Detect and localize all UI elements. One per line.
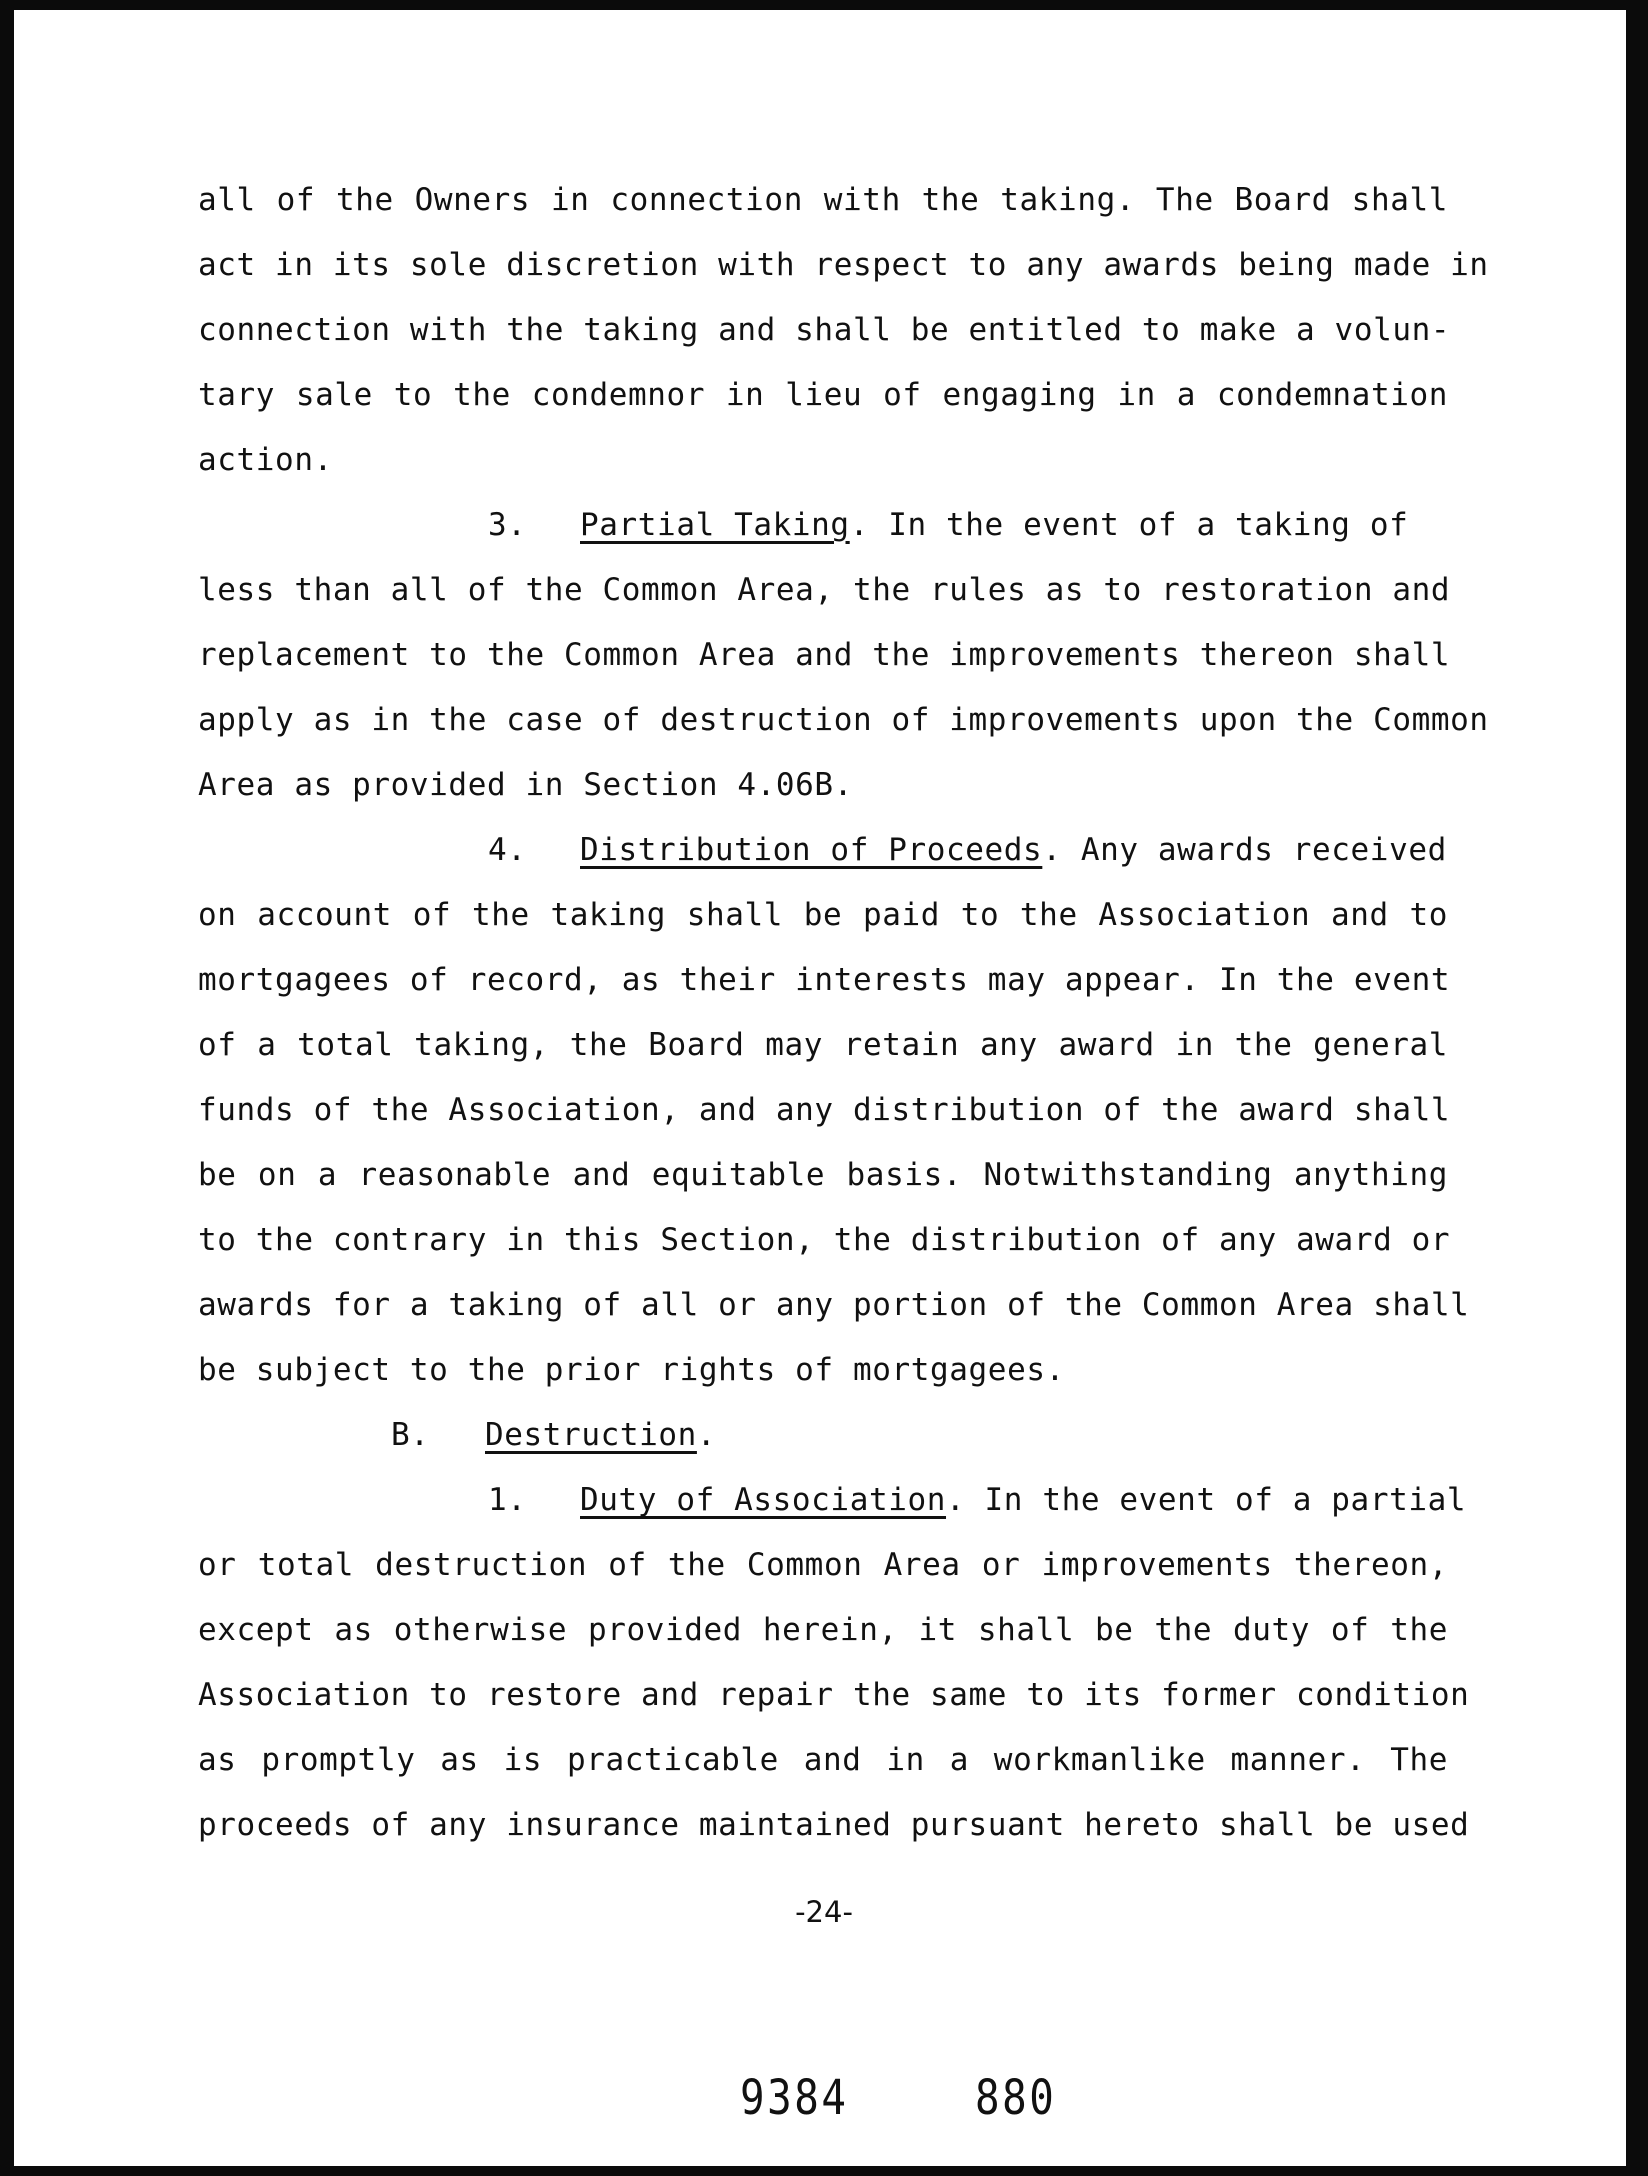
heading-wrap [580, 1468, 1466, 1533]
section-letter: B. [391, 1417, 430, 1453]
section-heading-destruction: Destruction [485, 1417, 697, 1453]
text-line: as promptly as is practicable and in a workmanlike manner. The [198, 1742, 1448, 1778]
heading-wrap [580, 493, 1408, 558]
text-line: Area as provided in Section 4.06B. [198, 767, 853, 803]
text-line: be subject to the prior rights of mortgagees. [198, 1352, 1065, 1388]
text-line: all of the Owners in connection with the taking. The Board shall [198, 182, 1448, 218]
section-heading-partial-taking: Partial Taking [580, 507, 850, 543]
text-line: less than all of the Common Area, the rules as to restoration and [198, 572, 1451, 608]
section-heading-duty-of-association: Duty of Association [580, 1482, 947, 1518]
heading-continuation: . [696, 1417, 717, 1453]
section-number: 4. [488, 832, 527, 868]
text-line: Association to restore and repair the same to its former condition [198, 1677, 1470, 1713]
heading-wrap [485, 1403, 716, 1468]
document-number-left: 9384 [740, 2070, 849, 2126]
text-line: action. [198, 442, 333, 478]
section-4-heading-line [198, 818, 1448, 883]
text-line: be on a reasonable and equitable basis. Notwithstanding anything [198, 1157, 1448, 1193]
heading-continuation: . Any awards received [1042, 832, 1447, 868]
text-line: apply as in the case of destruction of improvements upon the Common [198, 702, 1489, 738]
text-line: act in its sole discretion with respect to any awards being made in [198, 247, 1489, 283]
text-line: to the contrary in this Section, the distribution of any award or [198, 1222, 1451, 1258]
text-line: awards for a taking of all or any portion of the Common Area shall [198, 1287, 1470, 1323]
text-line: funds of the Association, and any distribution of the award shall [198, 1092, 1451, 1128]
section-number: 3. [488, 507, 527, 543]
document-number-right: 880 [975, 2070, 1057, 2126]
text-line: mortgagees of record, as their interests may appear. In the event [198, 962, 1451, 998]
section-number: 1. [488, 1482, 527, 1518]
text-line: replacement to the Common Area and the improvements thereon shall [198, 637, 1451, 673]
heading-continuation: . In the event of a taking of [849, 507, 1409, 543]
section-heading-distribution: Distribution of Proceeds [580, 832, 1043, 868]
text-line: of a total taking, the Board may retain any award in the general [198, 1027, 1448, 1063]
heading-wrap [580, 818, 1447, 883]
section-1-heading-line [198, 1468, 1467, 1533]
text-line: except as otherwise provided herein, it shall be the duty of the [198, 1612, 1448, 1648]
text-line: proceeds of any insurance maintained pursuant hereto shall be used [198, 1807, 1470, 1843]
text-line: tary sale to the condemnor in lieu of engaging in a condemnation [198, 377, 1448, 413]
section-3-heading-line [198, 493, 1448, 558]
page-number: -24- [795, 1895, 853, 1929]
heading-continuation: . In the event of a partial [946, 1482, 1467, 1518]
text-line: or total destruction of the Common Area or improvements thereon, [198, 1547, 1448, 1583]
text-line: connection with the taking and shall be entitled to make a volun- [198, 312, 1451, 348]
text-line: on account of the taking shall be paid to the Association and to [198, 897, 1448, 933]
section-b-heading-line [198, 1403, 1448, 1468]
